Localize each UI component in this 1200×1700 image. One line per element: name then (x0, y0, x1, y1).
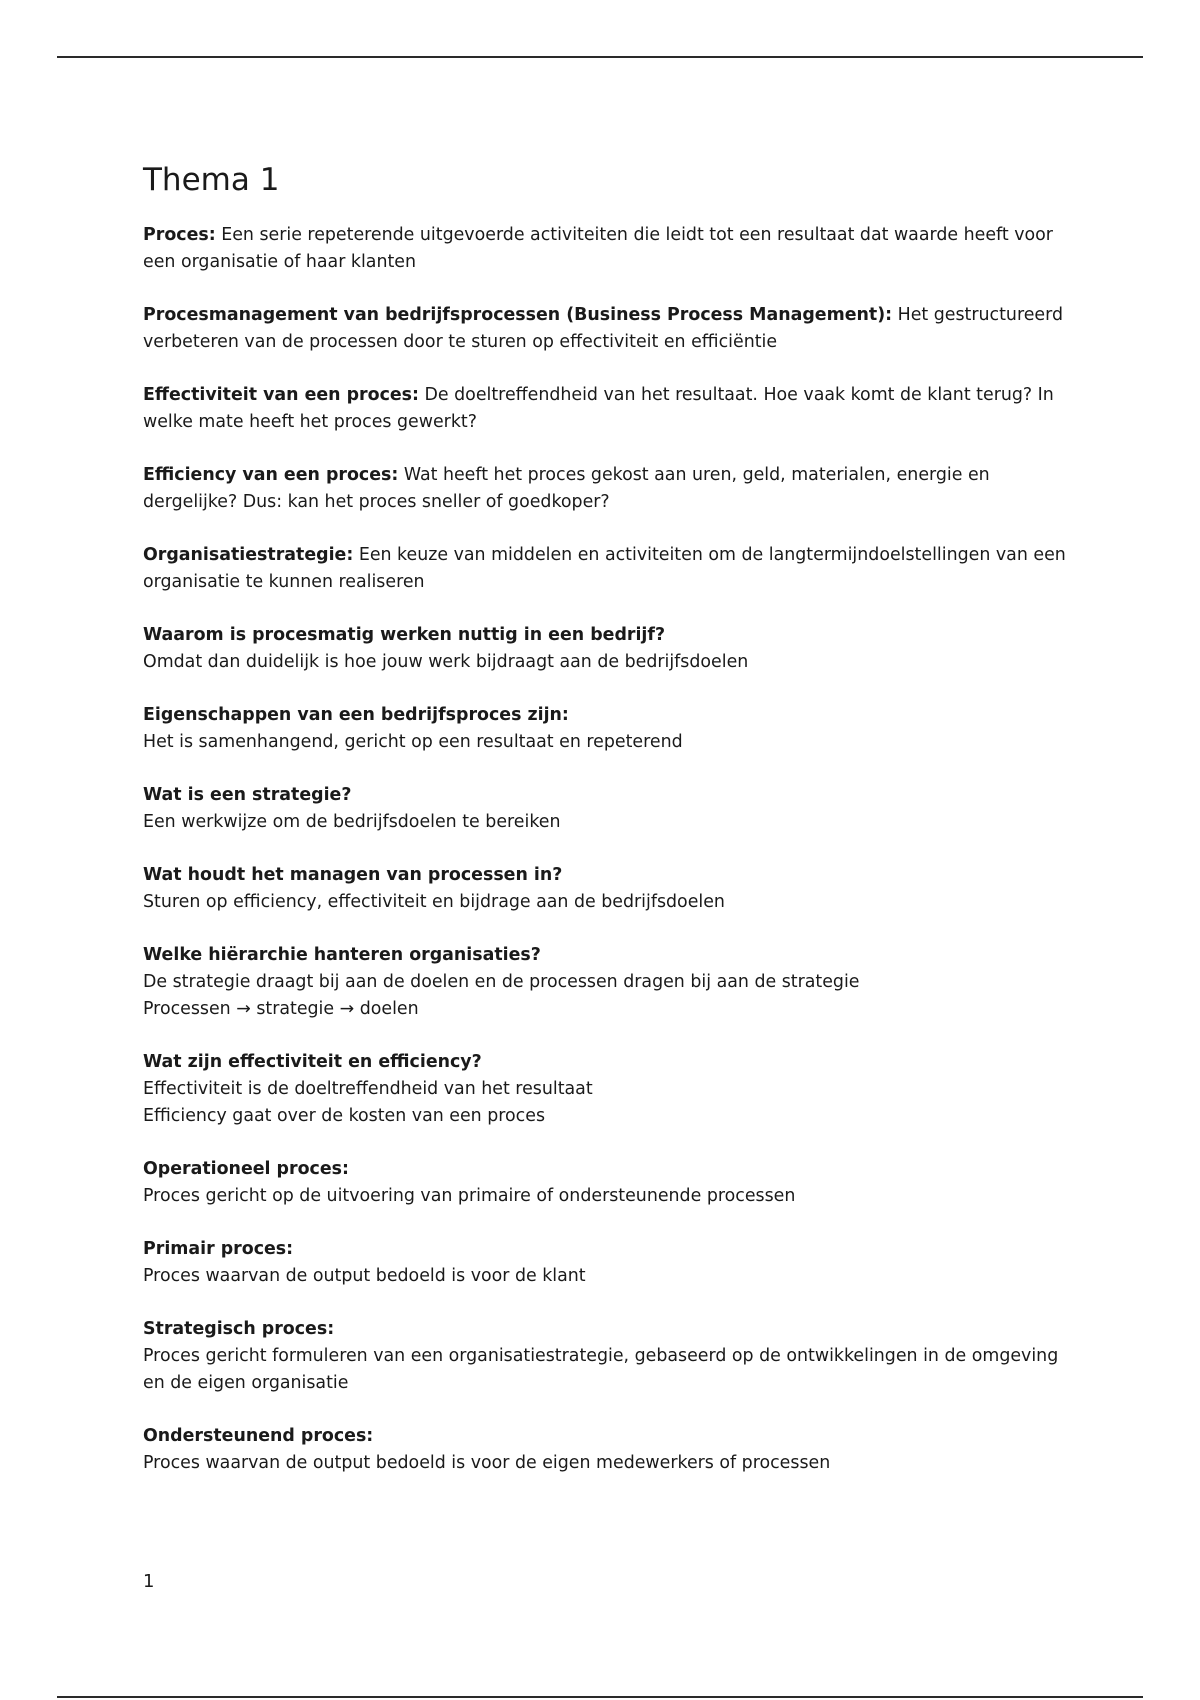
definition-text: Een serie repeterende uitgevoerde activiteiten die leidt tot een resultaat dat waarde heeft voor een organisatie of haar klanten (143, 225, 1053, 272)
qa-question: Wat is een strategie? (143, 785, 352, 805)
definition-term: Organisatiestrategie: (143, 545, 354, 565)
qa-item (143, 1049, 1073, 1130)
definition-item (143, 462, 1073, 516)
qa-item (143, 622, 1073, 676)
header-rule (57, 56, 1143, 58)
qa-answer-line: Omdat dan duidelijk is hoe jouw werk bijdraagt aan de bedrijfsdoelen (143, 652, 749, 672)
qa-item (143, 862, 1073, 916)
definition-text: Een keuze van middelen en activiteiten om de langtermijndoelstellingen van een organisatie te kunnen realiseren (143, 545, 1066, 592)
qa-answer-line: Effectiviteit is de doeltreffendheid van het resultaat (143, 1079, 593, 1099)
qa-answer-line: Efficiency gaat over de kosten van een proces (143, 1106, 546, 1126)
definition-text: Het gestructureerd verbeteren van de processen door te sturen op effectiviteit en efficiëntie (143, 305, 1064, 352)
qa-answer-line: Proces waarvan de output bedoeld is voor de klant (143, 1266, 586, 1286)
qa-item (143, 1316, 1073, 1397)
definition-item (143, 382, 1073, 436)
qa-question: Ondersteunend proces: (143, 1426, 374, 1446)
qa-question: Eigenschappen van een bedrijfsproces zijn: (143, 705, 569, 725)
definition-item (143, 542, 1073, 596)
definition-term: Proces: (143, 225, 216, 245)
qa-question: Strategisch proces: (143, 1319, 335, 1339)
document-body (143, 160, 1073, 1503)
definition-text: De doeltreffendheid van het resultaat. Hoe vaak komt de klant terug? In welke mate heeft het proces gewerkt? (143, 385, 1054, 432)
qa-question: Welke hiërarchie hanteren organisaties? (143, 945, 541, 965)
qa-answer-line: Proces gericht formuleren van een organisatiestrategie, gebaseerd op de ontwikkelingen in de omgeving en de eigen organisatie (143, 1346, 1059, 1393)
qa-item (143, 942, 1073, 1023)
qa-answer-line: Sturen op efficiency, effectiviteit en bijdrage aan de bedrijfsdoelen (143, 892, 725, 912)
qa-answer-line: Processen → strategie → doelen (143, 999, 419, 1019)
definition-item (143, 302, 1073, 356)
qa-item (143, 1156, 1073, 1210)
qa-answer-line: Proces waarvan de output bedoeld is voor de eigen medewerkers of processen (143, 1453, 831, 1473)
qa-question: Operationeel proces: (143, 1159, 349, 1179)
definition-term: Efficiency van een proces: (143, 465, 399, 485)
page-number: 1 (143, 1571, 155, 1592)
qa-question: Waarom is procesmatig werken nuttig in een bedrijf? (143, 625, 666, 645)
qa-item (143, 782, 1073, 836)
qa-answer-line: De strategie draagt bij aan de doelen en de processen dragen bij aan de strategie (143, 972, 860, 992)
qa-item (143, 702, 1073, 756)
qa-answer-line: Het is samenhangend, gericht op een resultaat en repeterend (143, 732, 683, 752)
qa-answer-line: Proces gericht op de uitvoering van primaire of ondersteunende processen (143, 1186, 796, 1206)
qa-question: Wat houdt het managen van processen in? (143, 865, 563, 885)
qa-item (143, 1236, 1073, 1290)
page-title: Thema 1 (143, 162, 280, 198)
definition-text: Wat heeft het proces gekost aan uren, geld, materialen, energie en dergelijke? Dus: kan het proces sneller of goedkoper? (143, 465, 990, 512)
qa-answer-line: Een werkwijze om de bedrijfsdoelen te bereiken (143, 812, 561, 832)
qa-item (143, 1423, 1073, 1477)
definition-item (143, 222, 1073, 276)
definition-term: Effectiviteit van een proces: (143, 385, 419, 405)
qa-question: Wat zijn effectiviteit en efficiency? (143, 1052, 482, 1072)
qa-question: Primair proces: (143, 1239, 294, 1259)
footer-rule (57, 1696, 1143, 1698)
definition-term: Procesmanagement van bedrijfsprocessen (Business Process Management): (143, 305, 893, 325)
